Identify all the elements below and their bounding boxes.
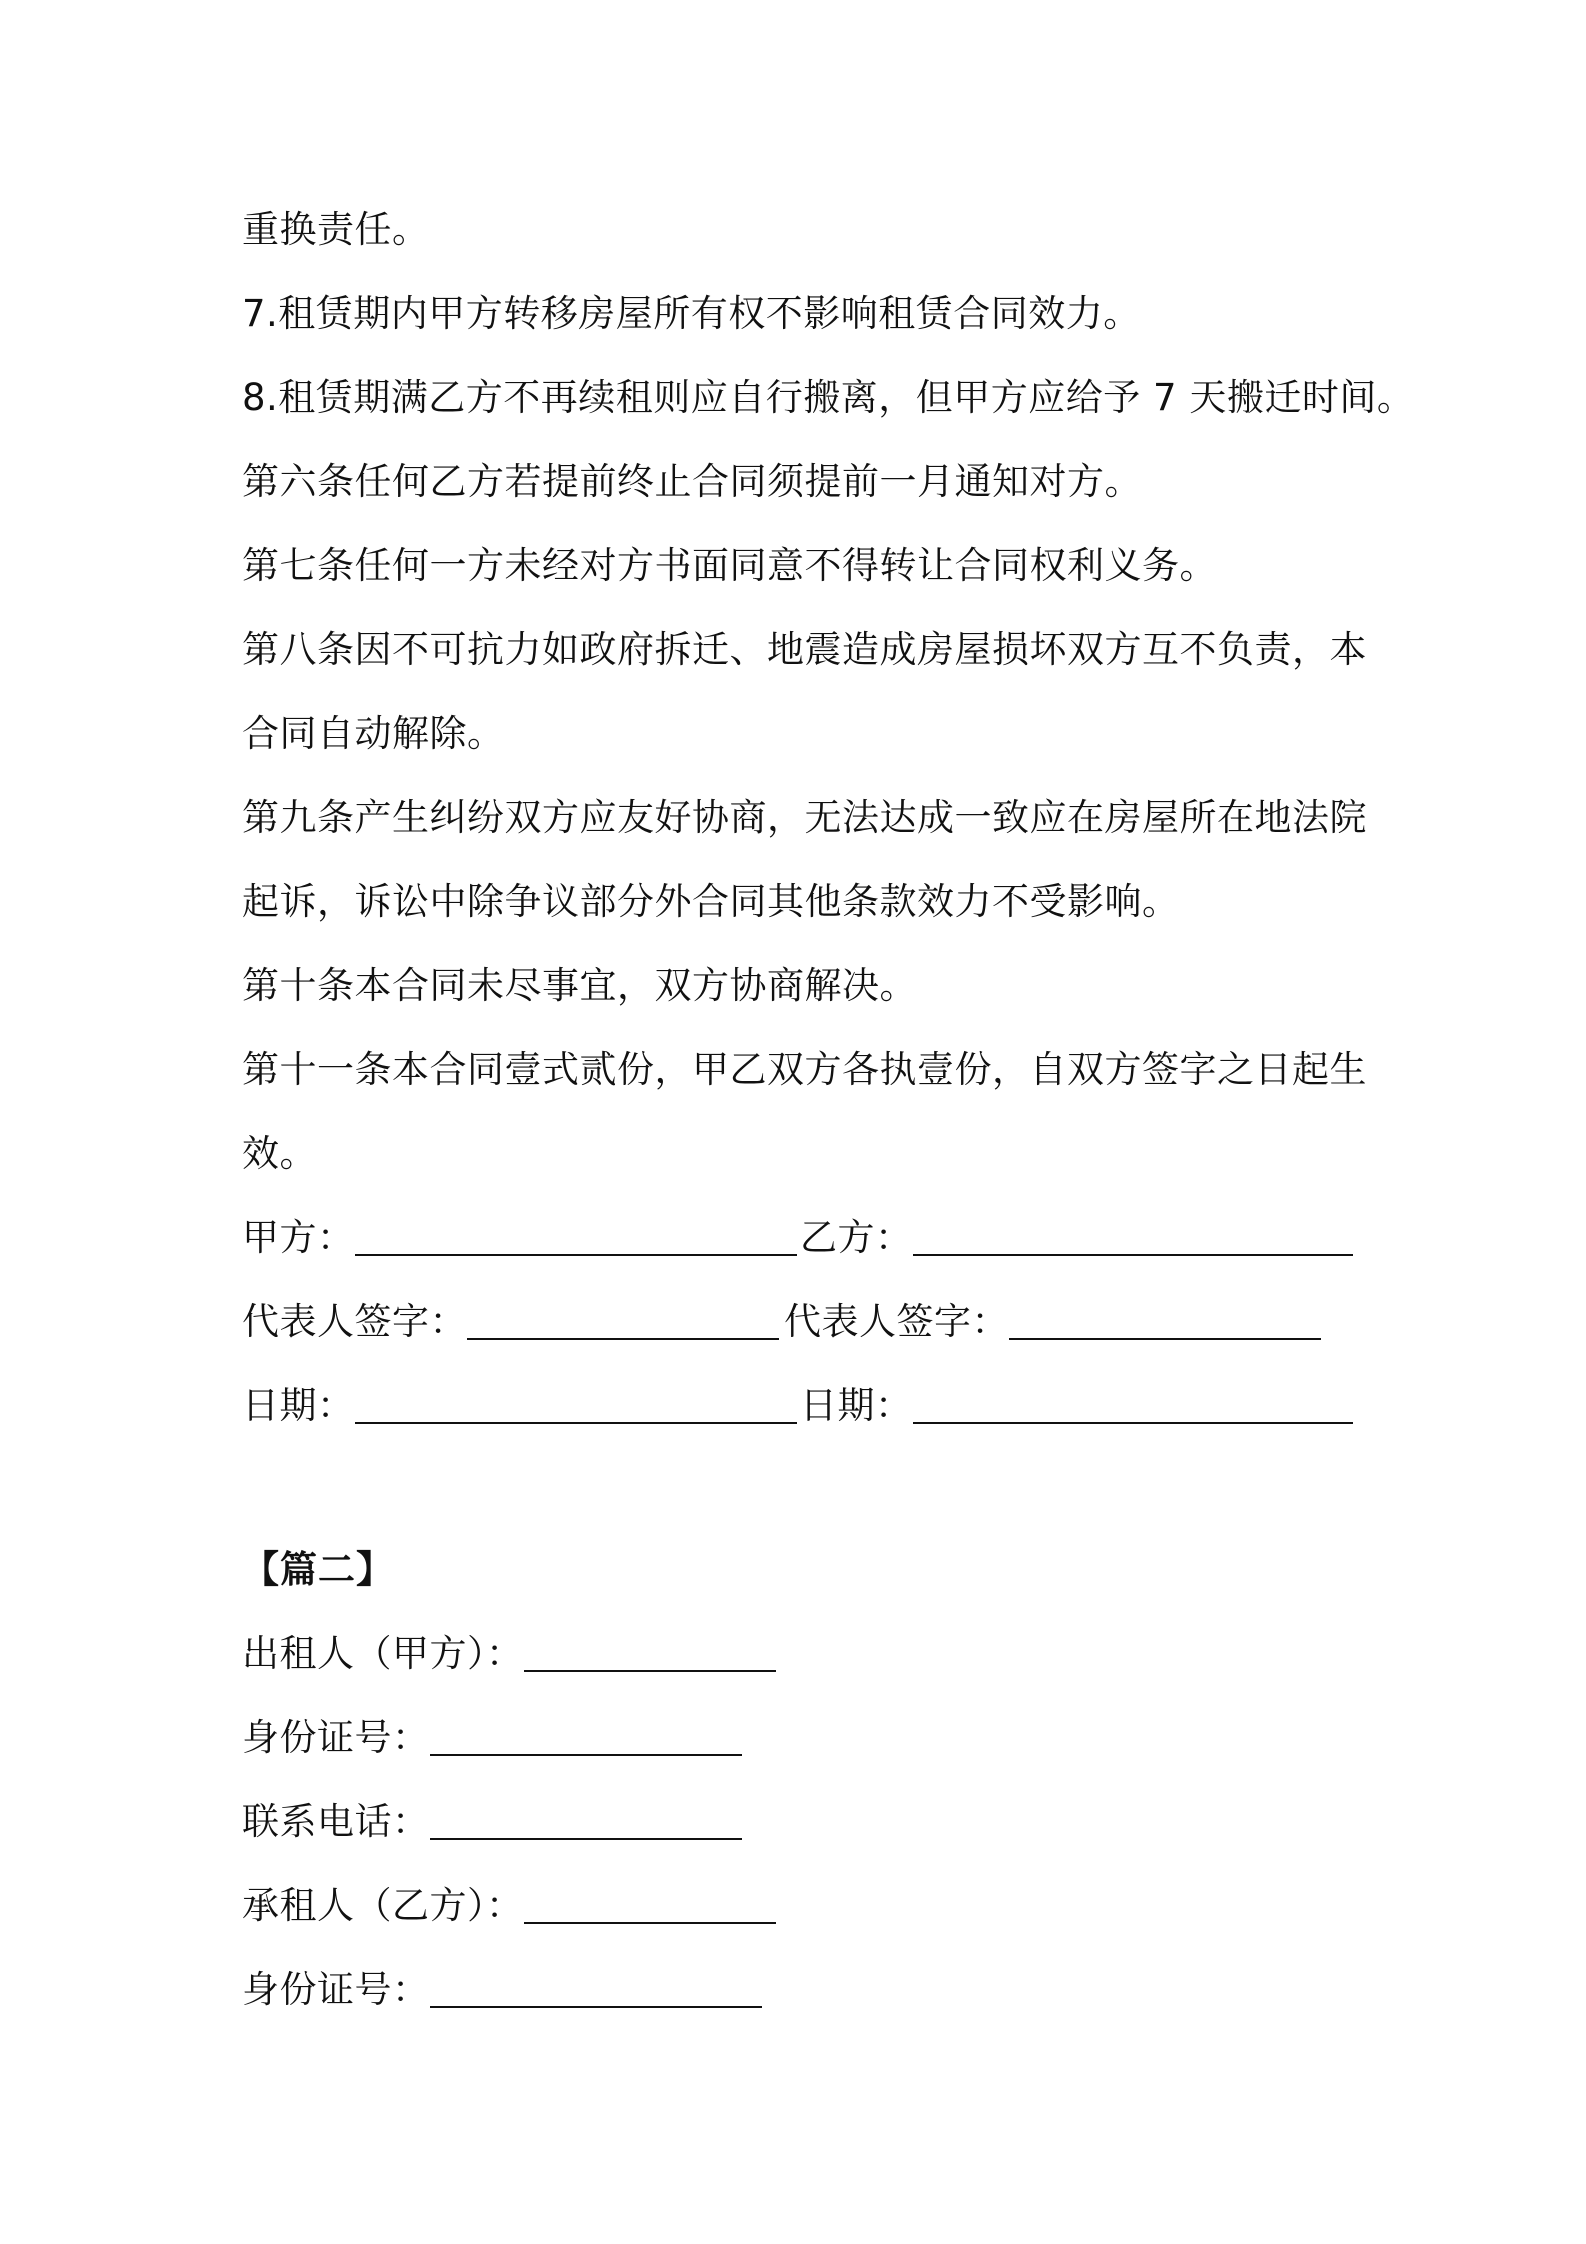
date-b-blank[interactable] [913,1382,1353,1424]
text-line: 7.租赁期内甲方转移房屋所有权不影响租赁合同效力。 [242,292,1141,335]
lessor-row [242,1626,776,1682]
rep-a-blank[interactable] [467,1298,779,1340]
lessee-blank[interactable] [524,1882,776,1924]
section-heading: 【篇二】 [242,1548,394,1591]
text-line: 第十一条本合同壹式贰份，甲乙双方各执壹份，自双方签字之日起生 [242,1048,1367,1091]
lessee-id-blank[interactable] [430,1966,762,2008]
lessor-id-label: 身份证号： [242,1716,430,1759]
signature-row-date [242,1378,1362,1434]
text-line: 重换责任。 [242,208,430,251]
lessee-id-label: 身份证号： [242,1968,430,2011]
text-line: 第六条任何乙方若提前终止合同须提前一月通知对方。 [242,460,1142,503]
text-line: 起诉，诉讼中除争议部分外合同其他条款效力不受影响。 [242,880,1180,923]
date-b-label: 日期： [800,1384,913,1427]
text-line: 第八条因不可抗力如政府拆迁、地震造成房屋损坏双方互不负责，本 [242,628,1367,671]
lessee-row [242,1878,776,1934]
lessor-blank[interactable] [524,1630,776,1672]
party-a-blank[interactable] [355,1214,797,1256]
phone-blank[interactable] [430,1798,742,1840]
lessor-label: 出租人（甲方）： [242,1632,524,1675]
party-b-blank[interactable] [913,1214,1353,1256]
phone-label: 联系电话： [242,1800,430,1843]
date-a-label: 日期： [242,1384,355,1427]
signature-row-party [242,1210,1362,1266]
rep-b-label: 代表人签字： [784,1300,1009,1343]
lessor-id-row [242,1710,742,1766]
date-a-blank[interactable] [355,1382,797,1424]
phone-row [242,1794,742,1850]
party-b-label: 乙方： [800,1216,913,1259]
lessee-label: 承租人（乙方）： [242,1884,524,1927]
text-line: 8.租赁期满乙方不再续租则应自行搬离，但甲方应给予 7 天搬迁时间。 [242,376,1415,419]
signature-row-representative [242,1294,1362,1350]
party-a-label: 甲方： [242,1216,355,1259]
text-line: 第七条任何一方未经对方书面同意不得转让合同权利义务。 [242,544,1217,587]
lessor-id-blank[interactable] [430,1714,742,1756]
text-line: 效。 [242,1132,317,1175]
text-line: 第十条本合同未尽事宜，双方协商解决。 [242,964,917,1007]
lessee-id-row [242,1962,762,2018]
text-line: 第九条产生纠纷双方应友好协商，无法达成一致应在房屋所在地法院 [242,796,1367,839]
rep-b-blank[interactable] [1009,1298,1321,1340]
text-line: 合同自动解除。 [242,712,505,755]
rep-a-label: 代表人签字： [242,1300,467,1343]
